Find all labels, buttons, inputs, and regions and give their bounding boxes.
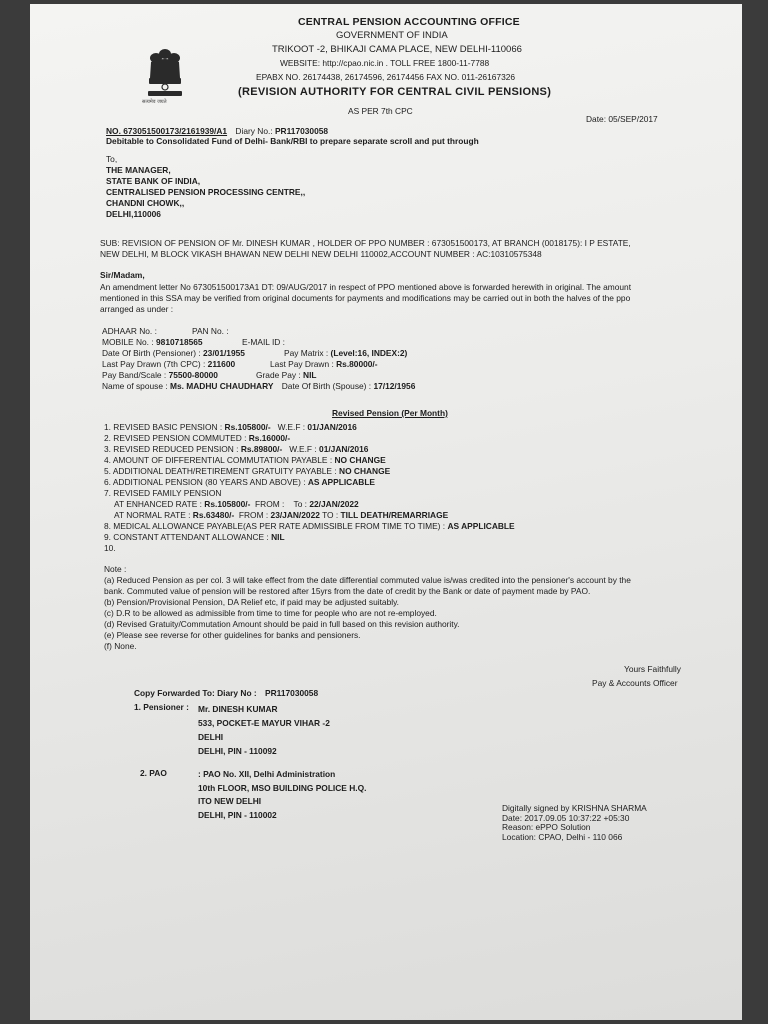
pao-address bbox=[198, 768, 366, 822]
mobile-number: 9810718565 bbox=[156, 337, 203, 347]
item-label: 5. ADDITIONAL DEATH/RETIREMENT GRATUITY PAYABLE : bbox=[104, 466, 337, 476]
note-line: (a) Reduced Pension as per col. 3 will take effect from the date differential commuted value is/was credited into the pensioner's account by the bbox=[104, 575, 631, 585]
pay-matrix-label: Pay Matrix : bbox=[284, 348, 329, 358]
phone-line: EPABX NO. 26174438, 26174596, 26174456 FAX NO. 011-26167326 bbox=[256, 72, 516, 82]
item-value: TILL DEATH/REMARRIAGE bbox=[340, 510, 449, 520]
item-value: 01/JAN/2016 bbox=[307, 422, 357, 432]
debitable-note: Debitable to Consolidated Fund of Delhi- Bank/RBI to prepare separate scroll and put through bbox=[106, 136, 479, 146]
last-pay-value: Rs.80000/- bbox=[336, 359, 378, 369]
address-line: ITO NEW DELHI bbox=[198, 796, 262, 806]
note-line: (d) Revised Gratuity/Commutation Amount should be paid in full based on this revision authority. bbox=[104, 619, 460, 629]
spouse-dob-label: Date Of Birth (Spouse) : bbox=[281, 381, 372, 391]
pensioner-label: 1. Pensioner : bbox=[134, 702, 189, 712]
pan-label: PAN No. : bbox=[192, 326, 229, 336]
address-line: DELHI, PIN - 110092 bbox=[198, 746, 277, 756]
item-label: 8. MEDICAL ALLOWANCE PAYABLE(AS PER RATE ADMISSIBLE FROM TIME TO TIME) : bbox=[104, 521, 446, 531]
intro-line: arranged as under : bbox=[100, 304, 174, 314]
addressee-to: To, bbox=[106, 154, 118, 164]
spouse-label: Name of spouse : bbox=[102, 381, 168, 391]
addressee-line: CHANDNI CHOWK,, bbox=[106, 198, 185, 208]
pao-label: 2. PAO bbox=[140, 768, 167, 778]
item-value: Rs.105800/- bbox=[204, 499, 251, 509]
pension-document bbox=[30, 4, 742, 1020]
signature-line: Digitally signed by KRISHNA SHARMA bbox=[502, 803, 647, 813]
authority-title: (REVISION AUTHORITY FOR CENTRAL CIVIL PENSIONS) bbox=[238, 86, 552, 98]
note-line: (e) Please see reverse for other guidelines for banks and pensioners. bbox=[104, 630, 361, 640]
revised-item-5 bbox=[104, 466, 515, 477]
note-title: Note : bbox=[104, 564, 127, 574]
mobile-label: MOBILE No. : bbox=[102, 337, 154, 347]
item-value: AS APPLICABLE bbox=[307, 477, 376, 487]
revised-item-1 bbox=[104, 422, 515, 433]
subject-line: NEW DELHI, M BLOCK VIKASH BHAWAN NEW DELHI NEW DELHI 110002,ACCOUNT NUMBER : AC:10310575348 bbox=[100, 249, 542, 259]
website-line: WEBSITE: http://cpao.nic.in . TOLL FREE 1800-11-7788 bbox=[280, 58, 490, 68]
revised-heading: Revised Pension (Per Month) bbox=[332, 408, 448, 418]
aadhaar-label: ADHAAR No. : bbox=[102, 326, 157, 336]
item-label: 2. REVISED PENSION COMMUTED : bbox=[104, 433, 247, 443]
item-label: 9. CONSTANT ATTENDANT ALLOWANCE : bbox=[104, 532, 269, 542]
email-label: E-MAIL ID : bbox=[242, 337, 285, 347]
last-pay-7cpc-value: 211600 bbox=[207, 359, 236, 369]
addressee-line: DELHI,110006 bbox=[106, 209, 161, 219]
note-line: (f) None. bbox=[104, 641, 137, 651]
item-label: 3. REVISED REDUCED PENSION : bbox=[104, 444, 239, 454]
item-value: AS APPLICABLE bbox=[447, 521, 515, 531]
item-value: Rs.105800/- bbox=[224, 422, 271, 432]
item-label: AT ENHANCED RATE : bbox=[114, 499, 202, 509]
grade-pay-label: Grade Pay : bbox=[256, 370, 301, 380]
government-title: GOVERNMENT OF INDIA bbox=[336, 30, 448, 41]
subject-line: SUB: REVISION OF PENSION OF Mr. DINESH KUMAR , HOLDER OF PPO NUMBER : 673051500173, AT BRANCH (0018175): I P ESTATE, bbox=[100, 238, 631, 248]
revised-item-3 bbox=[104, 444, 515, 455]
pay-matrix-value: (Level:16, INDEX:2) bbox=[330, 348, 408, 358]
revised-item-6 bbox=[104, 477, 515, 488]
pensioner-address bbox=[198, 702, 330, 758]
digital-signature bbox=[502, 804, 647, 842]
signature-line: Date: 2017.09.05 10:37:22 +05:30 bbox=[502, 812, 630, 823]
dob-label: Date Of Birth (Pensioner) : bbox=[102, 348, 201, 358]
addressee-line: CENTRALISED PENSION PROCESSING CENTRE,, bbox=[106, 187, 306, 197]
diary-label: Diary No.: bbox=[235, 126, 273, 136]
pay-accounts-officer: Pay & Accounts Officer bbox=[592, 678, 678, 688]
item-label: AT NORMAL RATE : bbox=[114, 510, 191, 520]
yours-faithfully: Yours Faithfully bbox=[624, 664, 681, 674]
item-value: NO CHANGE bbox=[339, 466, 391, 476]
item-value: Rs.89800/- bbox=[240, 444, 283, 454]
item-label: 6. ADDITIONAL PENSION (80 YEARS AND ABOVE) : bbox=[104, 477, 306, 487]
item-value: 23/JAN/2022 bbox=[270, 510, 320, 520]
item-value: 01/JAN/2016 bbox=[319, 444, 369, 454]
item-label: 1. REVISED BASIC PENSION : bbox=[104, 422, 223, 432]
copy-diary-number: PR117030058 bbox=[265, 688, 319, 698]
reference-number: NO. 673051500173/2161939/A1 bbox=[106, 126, 228, 136]
item-label: W.E.F : bbox=[289, 444, 317, 454]
grade-pay-value: NIL bbox=[303, 370, 317, 380]
item-label: 4. AMOUNT OF DIFFERENTIAL COMMUTATION PAYABLE : bbox=[104, 455, 333, 465]
signature-line: Location: CPAO, Delhi - 110 066 bbox=[502, 831, 623, 842]
document-date: Date: 05/SEP/2017 bbox=[586, 114, 658, 124]
addressee-line: STATE BANK OF INDIA, bbox=[106, 176, 201, 186]
salutation: Sir/Madam, bbox=[100, 270, 145, 280]
note-line: bank. Commuted value of pension will be restored after 15yrs from the date of credit by the Bank or date of payment made by PAO. bbox=[104, 586, 591, 596]
copy-heading: Copy Forwarded To: Diary No : bbox=[134, 688, 257, 698]
revised-item-8 bbox=[104, 521, 515, 532]
signature-line: Reason: ePPO Solution bbox=[502, 822, 591, 832]
revised-item-10: 10. bbox=[104, 543, 116, 553]
revised-item-7-normal bbox=[104, 510, 515, 521]
revised-item-7: 7. REVISED FAMILY PENSION bbox=[104, 488, 222, 498]
note-line: (c) D.R to be allowed as admissible from time to time for people who are not re-employed. bbox=[104, 608, 437, 618]
revised-item-2 bbox=[104, 433, 515, 444]
intro-paragraph bbox=[100, 282, 631, 315]
item-value: NO CHANGE bbox=[334, 455, 386, 465]
pensioner-name: Mr. DINESH KUMAR bbox=[198, 704, 278, 714]
spouse-dob-value: 17/12/1956 bbox=[373, 381, 416, 391]
item-label: To : bbox=[293, 499, 308, 509]
revised-item-7-enhanced bbox=[104, 499, 515, 510]
office-title: CENTRAL PENSION ACCOUNTING OFFICE bbox=[298, 16, 520, 28]
address-line: DELHI, PIN - 110002 bbox=[198, 809, 277, 820]
emblem-caption: सत्यमेव जयते bbox=[142, 99, 167, 105]
pay-band-value: 75500-80000 bbox=[168, 370, 218, 380]
item-label: W.E.F : bbox=[277, 422, 306, 432]
cpc-line: AS PER 7th CPC bbox=[348, 106, 413, 116]
intro-line: An amendment letter No 673051500173A1 DT: 09/AUG/2017 in respect of PPO mentioned above is forwarded herewith in original. The amount bbox=[100, 282, 632, 292]
notes-block bbox=[104, 564, 631, 652]
item-label: FROM : bbox=[255, 499, 285, 509]
spouse-name: Ms. MADHU CHAUDHARY bbox=[169, 381, 274, 391]
item-label: TO : bbox=[322, 510, 339, 520]
address-line: DELHI bbox=[198, 732, 224, 742]
revised-item-4 bbox=[104, 455, 515, 466]
item-label: FROM : bbox=[238, 510, 269, 520]
address-line: 533, POCKET-E MAYUR VIHAR -2 bbox=[198, 718, 330, 728]
item-value: Rs.16000/- bbox=[248, 433, 291, 443]
item-value: 22/JAN/2022 bbox=[309, 499, 359, 509]
addressee-block bbox=[106, 154, 305, 220]
note-line: (b) Pension/Provisional Pension, DA Relief etc, if paid may be adjusted suitably. bbox=[104, 597, 399, 607]
item-value: NIL bbox=[271, 532, 285, 542]
diary-number: PR117030058 bbox=[274, 126, 329, 136]
pay-band-label: Pay Band/Scale : bbox=[102, 370, 167, 380]
address-line: 10th FLOOR, MSO BUILDING POLICE H.Q. bbox=[198, 782, 367, 793]
dob-value: 23/01/1955 bbox=[203, 348, 245, 358]
last-pay-7cpc-label: Last Pay Drawn (7th CPC) : bbox=[102, 359, 206, 369]
subject-block bbox=[100, 238, 631, 260]
last-pay-label: Last Pay Drawn : bbox=[270, 359, 334, 369]
addressee-line: THE MANAGER, bbox=[106, 165, 171, 175]
intro-line: mentioned in this SSA may be verified from original documents for payments and modifications may be carried out in both the halves of the ppo bbox=[100, 293, 631, 303]
office-address: TRIKOOT -2, BHIKAJI CAMA PLACE, NEW DELHI-110066 bbox=[272, 44, 522, 55]
revised-item-9 bbox=[104, 532, 515, 543]
revised-list bbox=[104, 422, 515, 554]
item-value: Rs.63480/- bbox=[192, 510, 235, 520]
address-line: : PAO No. XII, Delhi Administration bbox=[198, 769, 336, 779]
